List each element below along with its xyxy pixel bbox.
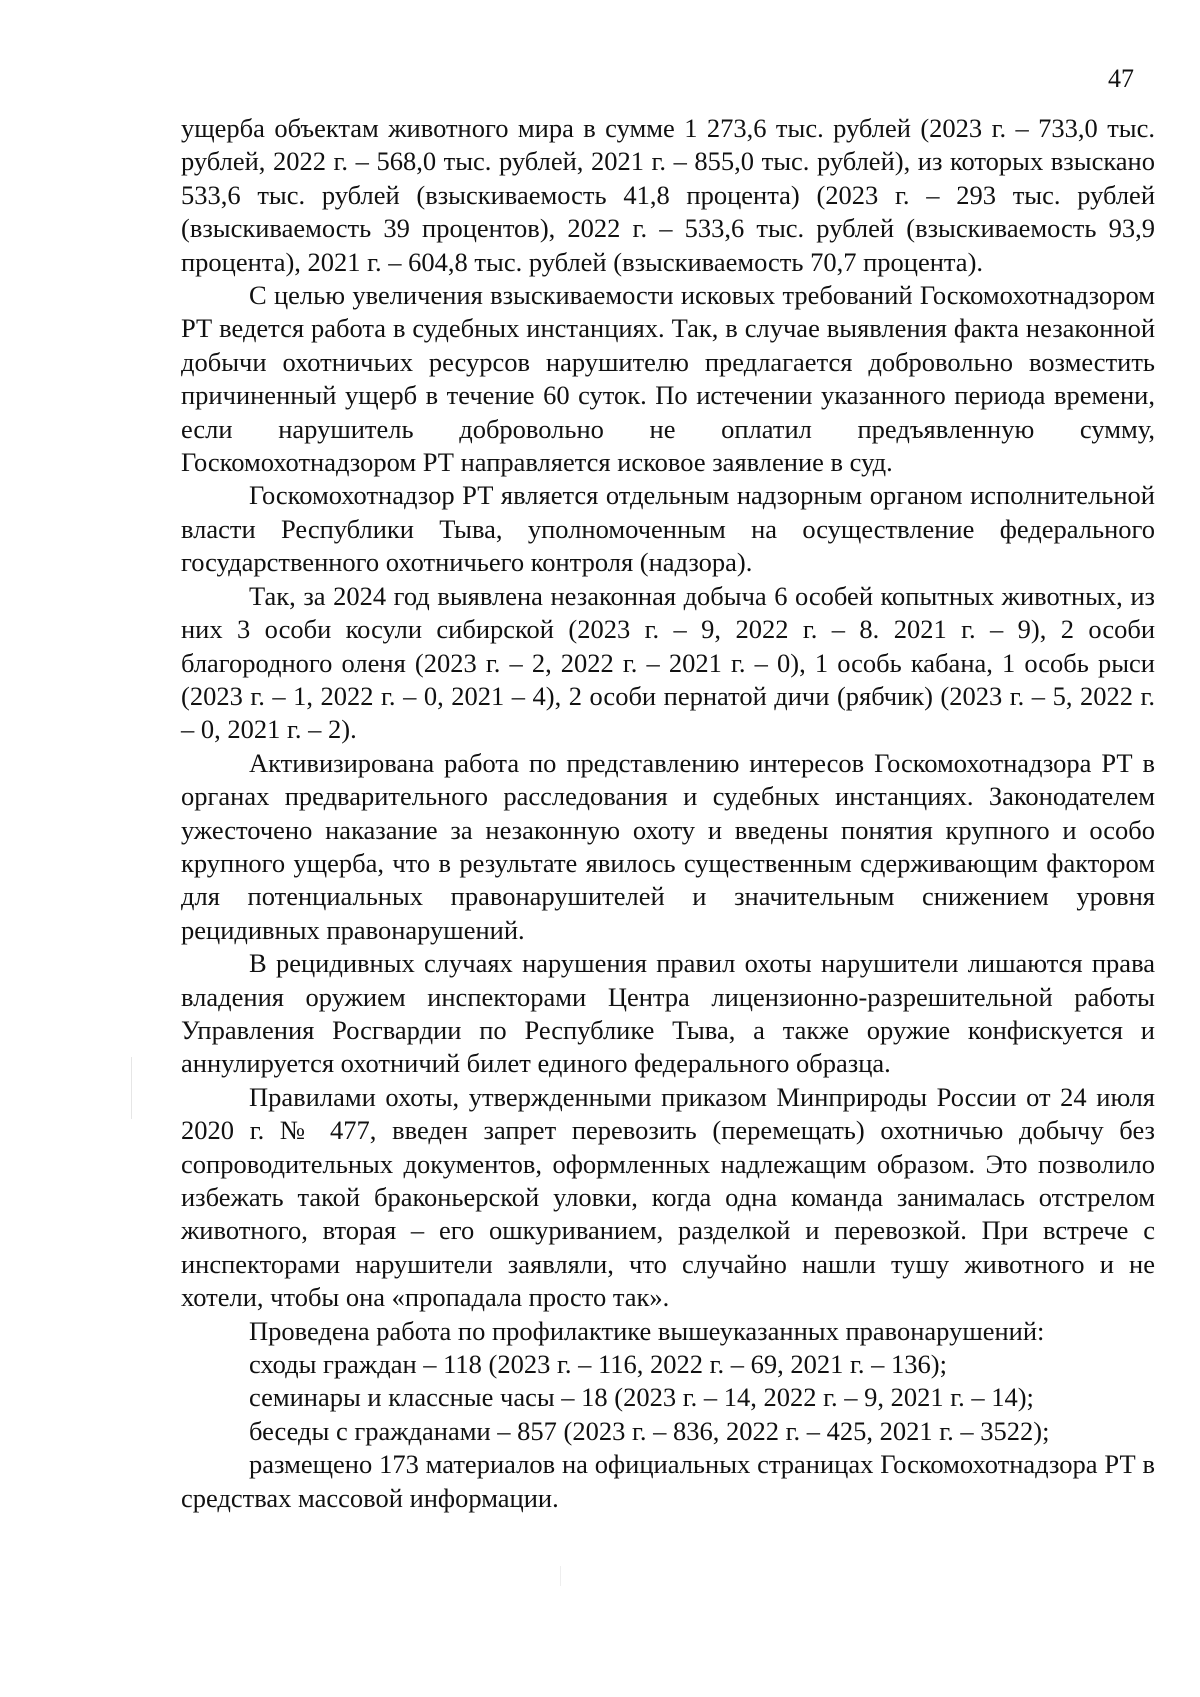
list-item-conversations: беседы с гражданами – 857 (2023 г. – 836, 2022 г. – 425, 2021 г. – 3522); xyxy=(249,1415,1050,1446)
paragraph-supervisory-body: Госкомохотнадзор РТ является отдельным надзорным органом исполнительной власти Республики Тыва, уполномоченным на осуществление федерального государственного охотничьего контроля (надзора). xyxy=(181,480,1155,578)
scan-artifact-line xyxy=(131,1057,132,1119)
list-item-media-materials: размещено 173 материалов на официальных страницах Госкомохотнадзора РТ в средствах массовой информации. xyxy=(181,1449,1155,1513)
page-number: 47 xyxy=(1108,64,1134,93)
scan-artifact-line xyxy=(560,1566,561,1586)
paragraph-damage-recovery: ущерба объектам животного мира в сумме 1 273,6 тыс. рублей (2023 г. – 733,0 тыс. рублей, 2022 г. – 568,0 тыс. рублей, 2021 г. – 855,0 тыс. рублей), из которых взыскано 533,6 тыс. рублей (взыскиваемость 41,8 процента) (2023 г. – 293 тыс. рублей (взыскиваемость 39 процентов), 2022 г. – 533,6 тыс. рублей (взыскиваемость 93,9 процента), 2021 г. – 604,8 тыс. рублей (взыскиваемость 70,7 процента). xyxy=(181,113,1155,277)
paragraph-court-work: С целью увеличения взыскиваемости исковых требований Госкомохотнадзором РТ ведется работа в судебных инстанциях. Так, в случае выявления факта незаконной добычи охотничьих ресурсов нарушителю предлагается добровольно возместить причиненный ущерб в течение 60 суток. По истечении указанного периода времени, если нарушитель добровольно не оплатил предъявленную сумму, Госкомохотнадзором РТ направляется исковое заявление в суд. xyxy=(181,280,1155,478)
document-body xyxy=(181,112,1155,1515)
list-item-seminars: семинары и классные часы – 18 (2023 г. – 14, 2022 г. – 9, 2021 г. – 14); xyxy=(249,1382,1034,1413)
paragraph-illegal-hunting-2024: Так, за 2024 год выявлена незаконная добыча 6 особей копытных животных, из них 3 особи косули сибирской (2023 г. – 9, 2022 г. – 8. 2021 г. – 9), 2 особи благородного оленя (2023 г. – 2, 2022 г. – 2021 г. – 0), 1 особь кабана, 1 особь рыси (2023 г. – 1, 2022 г. – 0, 2021 – 4), 2 особи пернатой дичи (рябчик) (2023 г. – 5, 2022 г. – 0, 2021 г. – 2). xyxy=(181,580,1155,745)
paragraph-prevention-intro: Проведена работа по профилактике вышеуказанных правонарушений: xyxy=(249,1315,1045,1346)
paragraph-recidivism: В рецидивных случаях нарушения правил охоты нарушители лишаются права владения оружием инспекторами Центра лицензионно-разрешительной работы Управления Росгвардии по Республике Тыва, а также оружие конфискуется и аннулируется охотничий билет единого федерального образца. xyxy=(181,948,1155,1079)
paragraph-hunting-rules: Правилами охоты, утвержденными приказом Минприроды России от 24 июля 2020 г. № 477, введен запрет перевозить (перемещать) охотничью добычу без сопроводительных документов, оформленных надлежащим образом. Это позволило избежать такой браконьерской уловки, когда одна команда занималась отстрелом животного, вторая – его ошкуриванием, разделкой и перевозкой. При встрече с инспекторами нарушители заявляли, что случайно нашли тушу животного и не хотели, чтобы она «пропадала просто так». xyxy=(181,1081,1155,1313)
paragraph-interests-representation: Активизирована работа по представлению интересов Госкомохотнадзора РТ в органах предварительного расследования и судебных инстанциях. Законодателем ужесточено наказание за незаконную охоту и введены понятия крупного и особо крупного ущерба, что в результате явилось существенным сдерживающим фактором для потенциальных правонарушителей и значительным снижением уровня рецидивных правонарушений. xyxy=(181,747,1155,945)
list-item-citizen-gatherings: сходы граждан – 118 (2023 г. – 116, 2022 г. – 69, 2021 г. – 136); xyxy=(249,1349,947,1380)
